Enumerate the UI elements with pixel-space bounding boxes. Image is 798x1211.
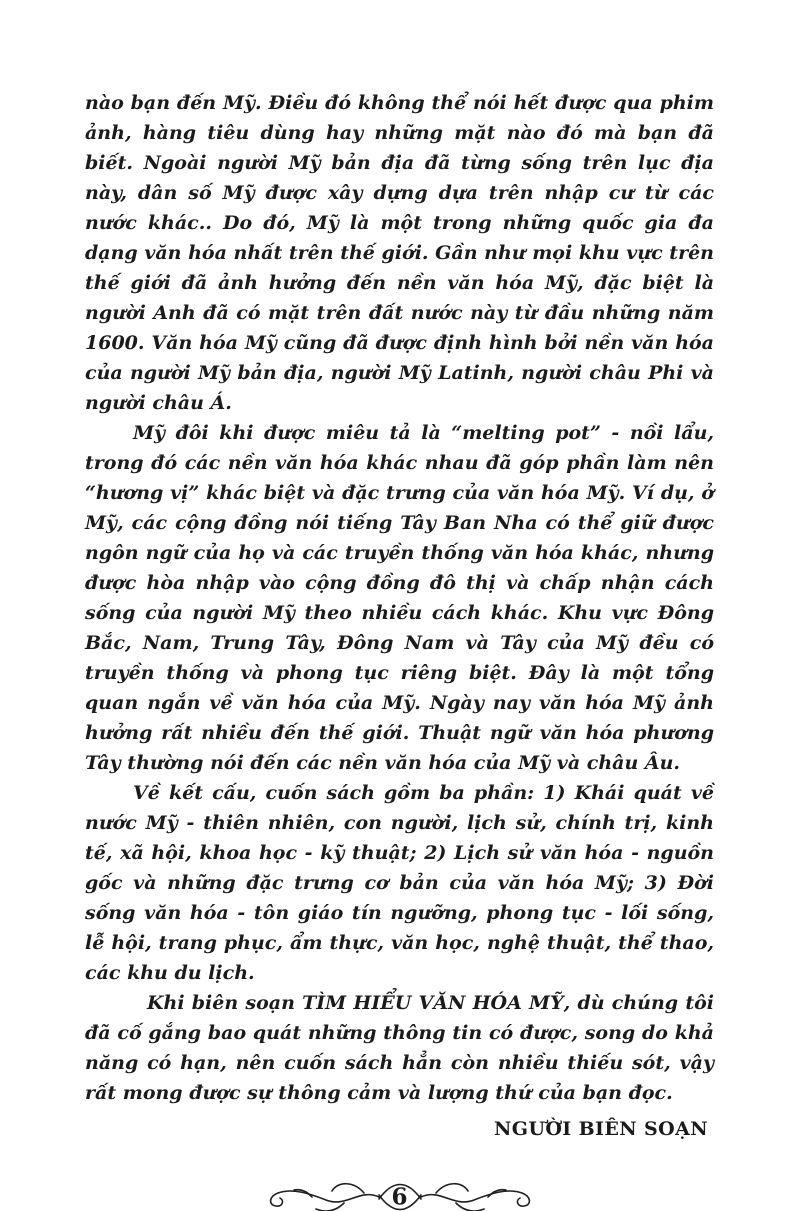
page-footer-ornament (85, 1166, 714, 1211)
paragraph-1: nào bạn đến Mỹ. Điều đó không thể nói hết được qua phim ảnh, hàng tiêu dùng hay những mặt nào đó mà bạn đã biết. Ngoài người Mỹ bản địa đã từng sống trên lục địa này, dân số Mỹ được xây dựng dựa trên nhập cư từ các nước khác.. Do đó, Mỹ là một trong những quốc gia đa dạng văn hóa nhất trên thế giới. Gần như mọi khu vực trên thế giới đã ảnh hưởng đến nền văn hóa Mỹ, đặc biệt là người Anh đã có mặt trên đất nước này từ đầu những năm 1600. Văn hóa Mỹ cũng đã được định hình bởi nền văn hóa của người Mỹ bản địa, người Mỹ Latinh, người châu Phi và người châu Á. (85, 92, 714, 414)
flourish-right (421, 1184, 529, 1211)
body-text (85, 88, 714, 1108)
ornament-frame (250, 1166, 550, 1211)
page-number: 6 (391, 1183, 408, 1211)
author-signature: NGƯỜI BIÊN SOẠN (493, 1118, 708, 1140)
paragraph-3: Về kết cấu, cuốn sách gồm ba phần: 1) Khái quát về nước Mỹ - thiên nhiên, con người, lịch sử, chính trị, kinh tế, xã hội, khoa học - kỹ thuật; 2) Lịch sử văn hóa - nguồn gốc và những đặc trưng cơ bản của văn hóa Mỹ; 3) Đời sống văn hóa - tôn giáo tín ngưỡng, phong tục - lối sống, lễ hội, trang phục, ẩm thực, văn học, nghệ thuật, thể thao, các khu du lịch. (85, 782, 714, 984)
paragraph-2: Mỹ đôi khi được miêu tả là “melting pot” - nồi lẩu, trong đó các nền văn hóa khác nhau đã góp phần làm nên “hương vị” khác biệt và đặc trưng của văn hóa Mỹ. Ví dụ, ở Mỹ, các cộng đồng nói tiếng Tây Ban Nha có thể giữ được ngôn ngữ của họ và các truyền thống văn hóa khác, nhưng được hòa nhập vào cộng đồng đô thị và chấp nhận cách sống của người Mỹ theo nhiều cách khác. Khu vực Đông Bắc, Nam, Trung Tây, Đông Nam và Tây của Mỹ đều có truyền thống và phong tục riêng biệt. Đây là một tổng quan ngắn về văn hóa của Mỹ. Ngày nay văn hóa Mỹ ảnh hưởng rất nhiều đến thế giới. Thuật ngữ văn hóa phương Tây thường nói đến các nền văn hóa của Mỹ và châu Âu. (85, 422, 714, 774)
flourish-left (270, 1184, 378, 1211)
paragraph-4: Khi biên soạn TÌM HIỂU VĂN HÓA MỸ, dù chúng tôi đã cố gắng bao quát những thông tin có được, song do khả năng có hạn, nên cuốn sách hẳn còn nhiều thiếu sót, vậy rất mong được sự thông cảm và lượng thứ của bạn đọc. (85, 992, 714, 1104)
